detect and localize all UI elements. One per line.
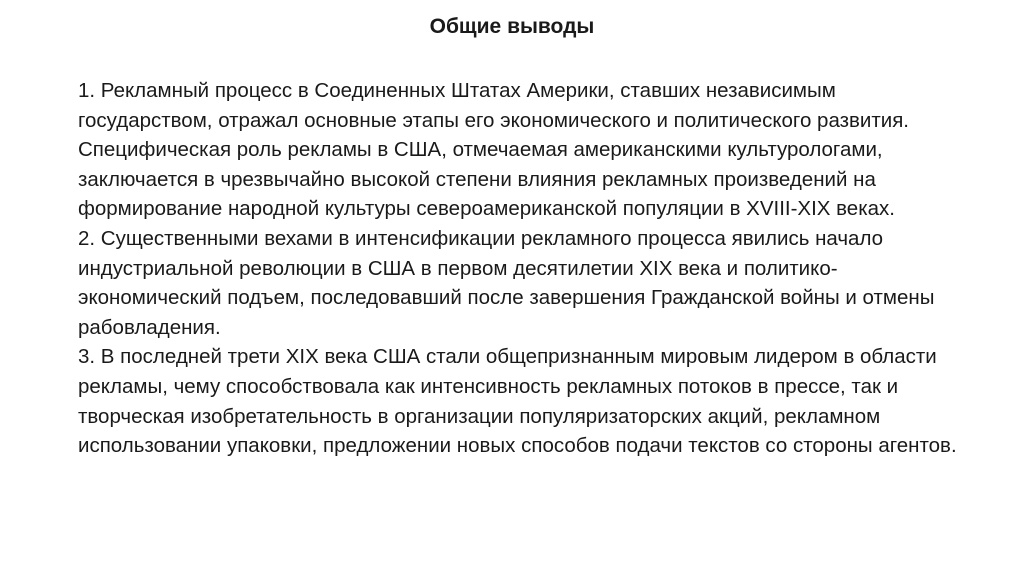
conclusion-paragraph-3: 3. В последней трети XIX века США стали общепризнанным мировым лидером в области рекламы, чему способствовала как интенсивность рекламных потоков в прессе, так и творческая изобретательность в организации популяризаторских акций, рекламном использовании упаковки, предложении новых способов подачи текстов со стороны агентов. [78, 345, 957, 458]
conclusion-paragraph-2: 2. Существенными вехами в интенсификации рекламного процесса явились начало индустриальной революции в США в первом десятилетии XIX века и политико-экономический подъем, последовавший после завершения Гражданской войны и отмены рабовладения. [78, 226, 935, 339]
slide-body [78, 76, 958, 461]
conclusion-paragraph-1: 1. Рекламный процесс в Соединенных Штатах Америки, ставших независимым государством, отражал основные этапы его экономического и политического развития. Специфическая роль рекламы в США, отмечаемая американскими культурологами, заключается в чрезвычайно высокой степени влияния рекламных произведений на формирование народной культуры североамериканской популяции в XVIII-XIX веках. [78, 79, 909, 221]
slide-title: Общие выводы [429, 15, 595, 38]
